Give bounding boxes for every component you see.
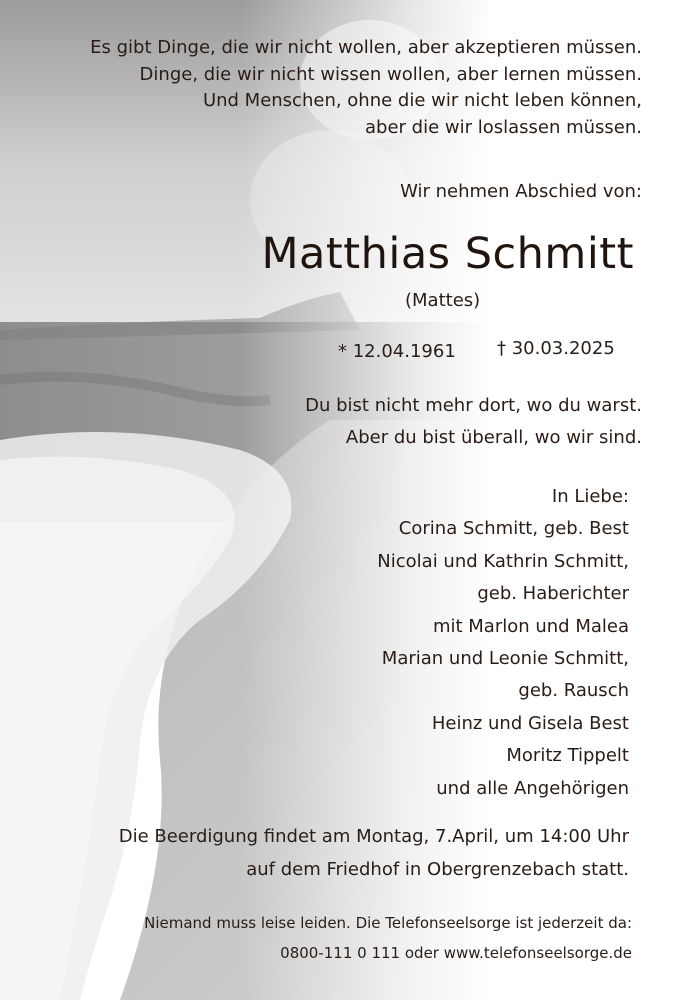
family-line: und alle Angehörigen: [436, 777, 629, 799]
poem-line: Und Menschen, ohne die wir nicht leben können,: [202, 90, 642, 111]
quote-line: Aber du bist überall, wo wir sind.: [345, 427, 642, 448]
memorial-quote: [305, 390, 642, 454]
poem: [90, 35, 642, 141]
funeral-notice: [119, 820, 629, 886]
family-list: [377, 481, 629, 805]
birth-date: * 12.04.1961: [338, 341, 456, 362]
family-line: Marian und Leonie Schmitt,: [381, 647, 629, 669]
death-date: † 30.03.2025: [497, 338, 615, 359]
nickname: (Mattes): [405, 290, 481, 311]
funeral-line: Die Beerdigung findet am Montag, 7.April, um 14:00 Uhr: [118, 826, 629, 847]
poem-line: Es gibt Dinge, die wir nicht wollen, aber akzeptieren müssen.: [90, 37, 642, 58]
family-line: mit Marlon und Malea: [432, 615, 629, 637]
poem-line: aber die wir loslassen müssen.: [364, 116, 642, 138]
farewell-intro: Wir nehmen Abschied von:: [400, 181, 642, 202]
footer-line: Niemand muss leise leiden. Die Telefonseelsorge ist jederzeit da:: [144, 914, 632, 932]
footer-line: 0800-111 0 111 oder www.telefonseelsorge.de: [280, 944, 632, 962]
family-line: Heinz und Gisela Best: [431, 712, 629, 734]
family-line: geb. Rausch: [518, 680, 629, 702]
helpline-footer: [144, 908, 632, 968]
funeral-line: auf dem Friedhof in Obergrenzebach statt.: [246, 859, 629, 880]
family-line: Moritz Tippelt: [506, 745, 629, 767]
family-line: Nicolai und Kathrin Schmitt,: [377, 550, 629, 572]
family-line: In Liebe:: [551, 486, 629, 507]
quote-line: Du bist nicht mehr dort, wo du warst.: [305, 395, 642, 416]
deceased-name: Matthias Schmitt: [261, 229, 634, 279]
poem-line: Dinge, die wir nicht wissen wollen, aber lernen müssen.: [139, 63, 642, 85]
family-line: geb. Haberichter: [477, 583, 629, 605]
family-line: Corina Schmitt, geb. Best: [398, 518, 629, 540]
